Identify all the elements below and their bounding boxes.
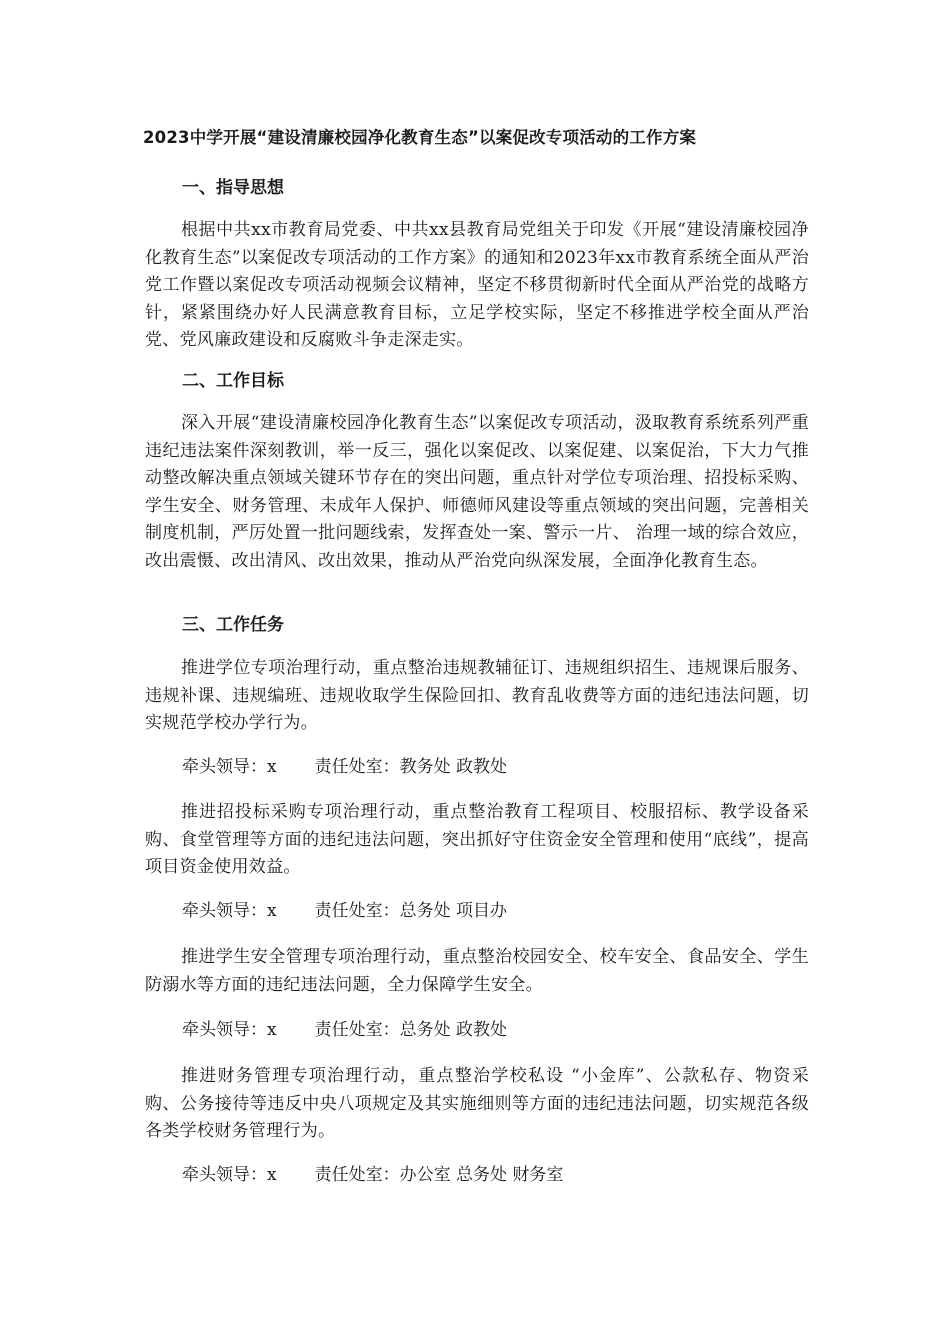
paragraph-task-1: 推进学位专项治理行动，重点整治违规教辅征订、违规组织招生、违规课后服务、违规补课、违规编班、违规收取学生保险回扣、教育乱收费等方面的违纪违法问题，切实规范学校办学行为。 <box>145 658 809 734</box>
task-3-assignment <box>182 1018 507 1042</box>
task-4-responsible: 责任处室：办公室 总务处 财务室 <box>314 1165 564 1185</box>
paragraph-guiding-ideology: 根据中共xx市教育局党委、中共xx县教育局党组关于印发《开展“建设清廉校园净化教育生态”以案促改专项活动的工作方案》的通知和2023年xx市教育系统全面从严治党工作暨以案促改专项活动视频会议精神，坚定不移贯彻新时代全面从严治党的战略方针，紧紧围绕办好人民满意教育目标，立足学校实际，坚定不移推进学校全面从严治党、党风廉政建设和反腐败斗争走深走实。 <box>145 220 809 351</box>
task-4-assignment <box>182 1163 563 1187</box>
task-1-assignment <box>182 755 507 779</box>
task-1-responsible: 责任处室：教务处 政教处 <box>314 757 507 777</box>
task-2-assignment <box>182 899 507 923</box>
task-2-leader: 牵头领导：x <box>182 901 277 921</box>
section-heading-guiding-ideology: 一、指导思想 <box>182 178 284 198</box>
section-heading-work-goals: 二、工作目标 <box>182 371 284 391</box>
section-heading-work-tasks: 三、工作任务 <box>182 615 284 635</box>
paragraph-task-2: 推进招投标采购专项治理行动，重点整治教育工程项目、校服招标、教学设备采购、食堂管理等方面的违纪违法问题，突出抓好守住资金安全管理和使用“底线”，提高项目资金使用效益。 <box>145 802 809 878</box>
task-2-responsible: 责任处室：总务处 项目办 <box>314 901 507 921</box>
task-4-leader: 牵头领导：x <box>182 1165 277 1185</box>
task-3-responsible: 责任处室：总务处 政教处 <box>314 1020 507 1040</box>
task-1-leader: 牵头领导：x <box>182 757 277 777</box>
paragraph-task-3: 推进学生安全管理专项治理行动，重点整治校园安全、校车安全、食品安全、学生防溺水等方面的违纪违法问题，全力保障学生安全。 <box>145 947 809 995</box>
task-3-leader: 牵头领导：x <box>182 1020 277 1040</box>
document-title: 2023中学开展“建设清廉校园净化教育生态”以案促改专项活动的工作方案 <box>143 128 697 147</box>
paragraph-task-4: 推进财务管理专项治理行动，重点整治学校私设 “小金库”、公款私存、物资采购、公务接待等违反中央八项规定及其实施细则等方面的违纪违法问题，切实规范各级各类学校财务管理行为。 <box>145 1066 809 1142</box>
paragraph-work-goals: 深入开展“建设清廉校园净化教育生态”以案促改专项活动，汲取教育系统系列严重违纪违法案件深刻教训，举一反三，强化以案促改、以案促建、以案促治，下大力气推动整改解决重点领域关键环节存在的突出问题，重点针对学位专项治理、招投标采购、学生安全、财务管理、未成年人保护、师德师风建设等重点领域的突出问题，完善相关制度机制，严厉处置一批问题线索，发挥查处一案、警示一片、 治理一域的综合效应，改出震慑、改出清风、改出效果，推动从严治党向纵深发展，全面净化教育生态。 <box>145 413 809 571</box>
